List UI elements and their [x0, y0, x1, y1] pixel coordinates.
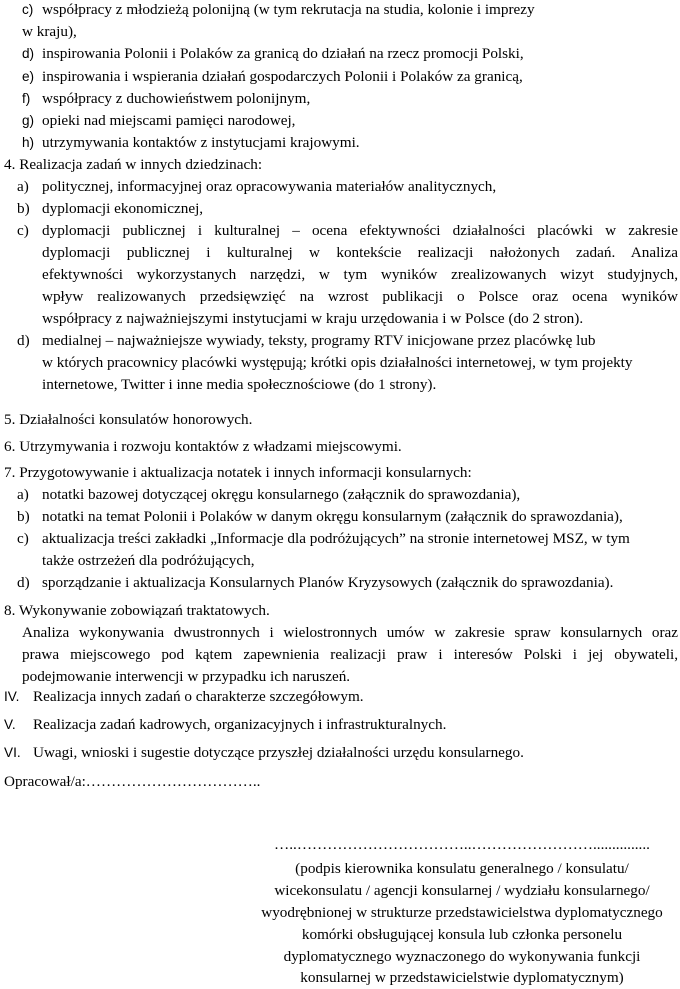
roman-label: V. [4, 717, 16, 732]
item-label: h) [22, 135, 35, 150]
item-label: a) [17, 178, 29, 195]
section-5 [0, 410, 680, 430]
section-title: 4. Realizacja zadań w innych dziedzinach: [4, 156, 263, 173]
section-7-title [0, 463, 680, 483]
section-8-line [0, 623, 680, 643]
item-text: medialnej – najważniejsze wywiady, teksty, programy RTV inicjowane przez placówkę lub [42, 332, 596, 349]
section-v [0, 715, 680, 735]
list-item-d [0, 44, 680, 64]
section-4-item-d-line [0, 353, 680, 373]
section-title: 6. Utrzymywania i rozwoju kontaktów z władzami miejscowymi. [4, 438, 402, 455]
item-label: d) [17, 574, 30, 591]
signature-caption-line: dyplomatycznego wyznaczonego do wykonywania funkcji [283, 948, 641, 965]
item-text: dyplomacji publicznej i kulturalnej – ocena efektywności działalności placówki w zakresie [42, 222, 678, 239]
signature-caption-line: (podpis kierownika konsulatu generalnego / konsulatu/ [295, 860, 629, 877]
item-label: a) [17, 486, 29, 503]
section-7-item-b [0, 507, 680, 527]
section-4-item-b [0, 199, 680, 219]
item-text: w kraju), [22, 23, 77, 40]
section-iv [0, 687, 680, 707]
section-vi [0, 743, 680, 763]
item-label: f) [22, 91, 31, 106]
section-title: 7. Przygotowywanie i aktualizacja notatek i innych informacji konsularnych: [4, 464, 472, 481]
item-text: notatki na temat Polonii i Polaków w danym okręgu konsularnym (załącznik do sprawozdania), [42, 508, 623, 525]
signature-dots: …..……………………………..……………………............... [274, 836, 650, 853]
section-7-item-c [0, 529, 680, 549]
item-text: notatki bazowej dotyczącej okręgu konsularnego (załącznik do sprawozdania), [42, 486, 521, 503]
section-4-item-c-line [0, 287, 680, 307]
prepared-by-text: Opracował/a:…………………………….. [4, 773, 261, 790]
item-label: b) [17, 508, 30, 525]
item-text: także ostrzeżeń dla podróżujących, [42, 552, 255, 569]
item-label: c) [17, 530, 29, 547]
roman-label: IV. [4, 689, 20, 704]
paragraph-text: Analiza wykonywania dwustronnych i wielostronnych umów w zakresie spraw konsularnych oraz [22, 624, 678, 641]
item-text: aktualizacja treści zakładki „Informacje dla podróżujących” na stronie internetowej MSZ, w tym [42, 530, 630, 547]
list-item-c-cont [0, 22, 680, 42]
item-text: współpracy z duchowieństwem polonijnym, [42, 90, 311, 107]
item-text: wpływ realizowanych przedsięwzięć na wzrost publikacji o Polsce oraz ocena wyników [42, 288, 678, 305]
signature-caption-line: wyodrębnionej w strukturze przedstawicielstwa dyplomatycznego [261, 904, 663, 921]
item-label: d) [22, 46, 35, 61]
item-label: g) [22, 113, 35, 128]
section-8-title [0, 601, 680, 621]
item-text: współpracy z najważniejszymi instytucjami w kraju urzędowania i w Polsce (do 2 stron). [42, 310, 584, 327]
section-4-title [0, 155, 680, 175]
section-text: Realizacja innych zadań o charakterze szczegółowym. [33, 688, 364, 705]
item-text: inspirowania Polonii i Polaków za granicą do działań na rzecz promocji Polski, [42, 45, 524, 62]
item-text: utrzymywania kontaktów z instytucjami krajowymi. [42, 134, 360, 151]
list-item-e [0, 67, 680, 87]
section-4-item-c [0, 221, 680, 241]
item-text: opieki nad miejscami pamięci narodowej, [42, 112, 296, 129]
list-item-h [0, 133, 680, 153]
section-8-line [0, 667, 680, 687]
item-text: politycznej, informacyjnej oraz opracowywania materiałów analitycznych, [42, 178, 497, 195]
section-4-item-c-line [0, 265, 680, 285]
item-label: e) [22, 69, 35, 84]
prepared-by [0, 772, 680, 792]
item-label: b) [17, 200, 30, 217]
item-label: c) [22, 2, 34, 17]
section-4-item-d-line [0, 375, 680, 395]
item-text: efektywności wykorzystanych narzędzi, w tym wyników zrealizowanych wizyt studyjnych, [42, 266, 678, 283]
section-7-item-d [0, 573, 680, 593]
item-text: współpracy z młodzieżą polonijną (w tym rekrutacja na studia, kolonie i imprezy [42, 1, 535, 18]
section-text: Realizacja zadań kadrowych, organizacyjnych i infrastrukturalnych. [33, 716, 447, 733]
section-4-item-d [0, 331, 680, 351]
section-4-item-a [0, 177, 680, 197]
paragraph-text: prawa miejscowego pod kątem zapewnienia realizacji praw i interesów Polski i jej obywateli, [22, 646, 678, 663]
section-title: 8. Wykonywanie zobowiązań traktatowych. [4, 602, 270, 619]
signature-caption-line: komórki obsługującej konsula lub członka personelu [301, 926, 623, 943]
item-text: sporządzanie i aktualizacja Konsularnych Planów Kryzysowych (załącznik do sprawozdania). [42, 574, 614, 591]
item-text: dyplomacji ekonomicznej, [42, 200, 204, 217]
list-item-g [0, 111, 680, 131]
list-item-c [0, 0, 680, 20]
item-text: inspirowania i wspierania działań gospodarczych Polonii i Polaków za granicą, [42, 68, 523, 85]
item-text: internetowe, Twitter i inne media społecznościowe (do 1 strony). [42, 376, 437, 393]
paragraph-text: podejmowanie interwencji w przypadku ich naruszeń. [22, 668, 351, 685]
item-label: c) [17, 222, 29, 239]
section-4-item-c-line [0, 309, 680, 329]
item-label: d) [17, 332, 30, 349]
section-7-item-c-line [0, 551, 680, 571]
item-text: w których pracownicy placówki występują; krótki opis działalności internetowej, w tym projekty [42, 354, 633, 371]
roman-label: VI. [4, 745, 21, 760]
section-4-item-c-line [0, 243, 680, 263]
item-text: dyplomacji publicznej i kulturalnej w kontekście realizacji nałożonych zadań. Analiza [42, 244, 678, 261]
signature-caption-line: wicekonsulatu / agencji konsularnej / wydziału konsularnego/ [274, 882, 650, 899]
section-7-item-a [0, 485, 680, 505]
section-title: 5. Działalności konsulatów honorowych. [4, 411, 253, 428]
section-8-line [0, 645, 680, 665]
list-item-f [0, 89, 680, 109]
signature-caption-line: konsularnej w przedstawicielstwie dyplomatycznym) [300, 969, 624, 986]
section-text: Uwagi, wnioski i sugestie dotyczące przyszłej działalności urzędu konsularnego. [33, 744, 524, 761]
section-6 [0, 437, 680, 457]
